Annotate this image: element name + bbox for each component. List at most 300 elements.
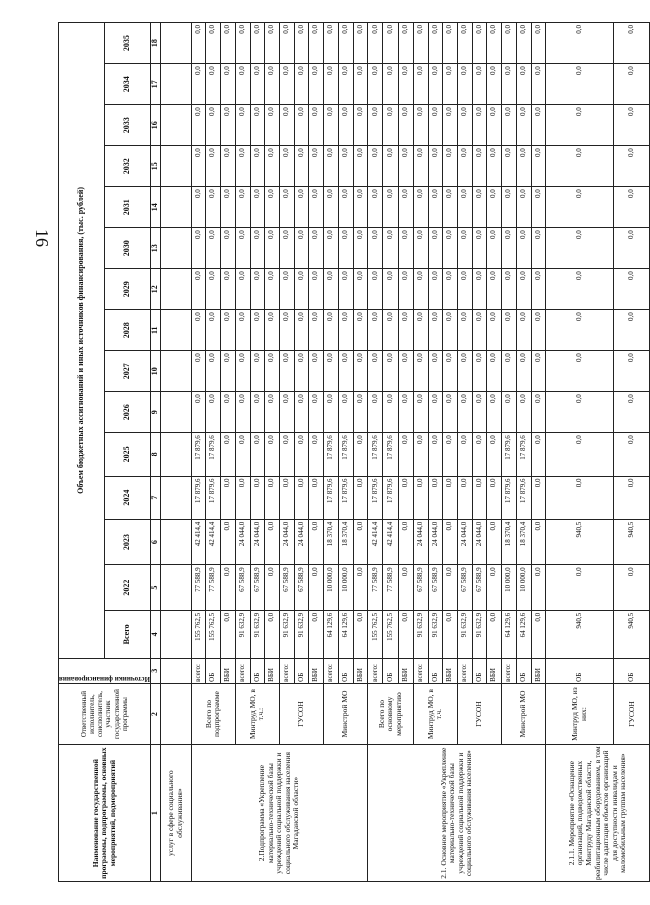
header-name: Наименование государственной программы, подпрограммы, основных мероприятий, подмероприятий xyxy=(59,745,151,882)
value-cell: 0,0 xyxy=(368,310,383,351)
value-cell: 67 588,9 xyxy=(250,565,265,611)
value-cell: 0,0 xyxy=(250,476,265,519)
value-cell: 0,0 xyxy=(546,105,614,146)
value-cell: 0,0 xyxy=(443,519,458,565)
page-number: 16 xyxy=(32,229,52,247)
value-cell: 0,0 xyxy=(472,392,487,433)
header-year: 2035 xyxy=(104,23,150,64)
header-year: 2027 xyxy=(104,351,150,392)
value-cell: 17 879,6 xyxy=(383,476,398,519)
value-cell: 0,0 xyxy=(265,433,280,476)
value-cell: 0,0 xyxy=(250,228,265,269)
value-cell: 0,0 xyxy=(457,433,472,476)
value-cell: 0,0 xyxy=(280,269,295,310)
value-cell: 0,0 xyxy=(294,351,309,392)
value-cell: 17 879,6 xyxy=(206,476,221,519)
value-cell: 0,0 xyxy=(546,187,614,228)
row-responsible xyxy=(160,683,191,745)
value-cell xyxy=(160,351,191,392)
value-cell: 0,0 xyxy=(614,476,650,519)
value-cell: 0,0 xyxy=(265,351,280,392)
value-cell: 0,0 xyxy=(191,105,206,146)
header-col-number: 15 xyxy=(150,146,160,187)
value-cell: 0,0 xyxy=(487,351,502,392)
header-col-number: 1 xyxy=(150,745,160,882)
value-cell: 155 762,5 xyxy=(383,610,398,658)
row-source: ВБИ xyxy=(487,658,502,683)
value-cell: 0,0 xyxy=(206,351,221,392)
value-cell: 0,0 xyxy=(309,610,324,658)
value-cell: 0,0 xyxy=(546,565,614,611)
value-cell: 0,0 xyxy=(516,392,531,433)
value-cell: 0,0 xyxy=(398,228,413,269)
value-cell: 155 762,5 xyxy=(191,610,206,658)
value-cell: 24 044,0 xyxy=(457,519,472,565)
value-cell: 0,0 xyxy=(235,146,250,187)
value-cell: 0,0 xyxy=(221,565,236,611)
value-cell: 940,5 xyxy=(614,519,650,565)
value-cell: 0,0 xyxy=(280,228,295,269)
value-cell: 0,0 xyxy=(265,146,280,187)
value-cell: 0,0 xyxy=(502,64,517,105)
header-row-1 xyxy=(59,23,105,882)
value-cell: 0,0 xyxy=(413,228,428,269)
value-cell: 0,0 xyxy=(413,187,428,228)
value-cell: 0,0 xyxy=(516,269,531,310)
row-source: всего: xyxy=(280,658,295,683)
value-cell: 0,0 xyxy=(428,228,443,269)
header-year: 2030 xyxy=(104,228,150,269)
value-cell: 0,0 xyxy=(368,392,383,433)
value-cell: 0,0 xyxy=(487,565,502,611)
value-cell: 77 588,9 xyxy=(383,565,398,611)
value-cell: 91 632,9 xyxy=(457,610,472,658)
row-source: ОБ xyxy=(472,658,487,683)
value-cell: 0,0 xyxy=(487,610,502,658)
value-cell: 0,0 xyxy=(338,392,353,433)
row-responsible: ГУСОН xyxy=(614,683,650,745)
value-cell: 0,0 xyxy=(265,392,280,433)
value-cell: 0,0 xyxy=(353,228,368,269)
value-cell: 91 632,9 xyxy=(413,610,428,658)
value-cell: 0,0 xyxy=(206,310,221,351)
value-cell: 0,0 xyxy=(265,610,280,658)
header-total: Всего xyxy=(104,610,150,658)
value-cell: 0,0 xyxy=(265,23,280,64)
value-cell: 0,0 xyxy=(280,476,295,519)
value-cell: 0,0 xyxy=(428,146,443,187)
header-year: 2023 xyxy=(104,519,150,565)
value-cell: 0,0 xyxy=(221,146,236,187)
value-cell: 18 370,4 xyxy=(516,519,531,565)
value-cell: 0,0 xyxy=(428,269,443,310)
value-cell: 0,0 xyxy=(353,519,368,565)
value-cell xyxy=(160,187,191,228)
value-cell: 0,0 xyxy=(457,187,472,228)
header-year: 2026 xyxy=(104,392,150,433)
value-cell: 0,0 xyxy=(413,310,428,351)
value-cell: 0,0 xyxy=(235,476,250,519)
value-cell: 10 000,0 xyxy=(338,565,353,611)
value-cell: 0,0 xyxy=(383,64,398,105)
value-cell: 0,0 xyxy=(235,351,250,392)
value-cell: 18 370,4 xyxy=(502,519,517,565)
value-cell: 0,0 xyxy=(250,64,265,105)
value-cell: 18 370,4 xyxy=(338,519,353,565)
value-cell: 0,0 xyxy=(353,269,368,310)
value-cell: 0,0 xyxy=(443,433,458,476)
value-cell: 0,0 xyxy=(413,433,428,476)
value-cell: 0,0 xyxy=(472,351,487,392)
value-cell: 0,0 xyxy=(235,433,250,476)
value-cell: 0,0 xyxy=(428,64,443,105)
value-cell: 0,0 xyxy=(428,433,443,476)
row-source: ОБ xyxy=(516,658,531,683)
value-cell: 0,0 xyxy=(309,23,324,64)
value-cell: 77 588,9 xyxy=(368,565,383,611)
value-cell: 24 044,0 xyxy=(428,519,443,565)
row-source: ВБИ xyxy=(443,658,458,683)
value-cell: 0,0 xyxy=(191,392,206,433)
value-cell: 17 879,6 xyxy=(338,433,353,476)
row-source: всего: xyxy=(324,658,339,683)
value-cell: 0,0 xyxy=(338,64,353,105)
value-cell: 0,0 xyxy=(338,269,353,310)
value-cell: 17 879,6 xyxy=(324,433,339,476)
value-cell: 0,0 xyxy=(294,187,309,228)
value-cell: 0,0 xyxy=(383,392,398,433)
header-year: 2029 xyxy=(104,269,150,310)
value-cell: 0,0 xyxy=(206,392,221,433)
header-col-number: 8 xyxy=(150,433,160,476)
value-cell: 0,0 xyxy=(324,23,339,64)
value-cell: 0,0 xyxy=(487,187,502,228)
value-cell: 0,0 xyxy=(516,64,531,105)
value-cell: 77 588,9 xyxy=(206,565,221,611)
value-cell: 0,0 xyxy=(546,146,614,187)
value-cell: 0,0 xyxy=(235,105,250,146)
row-source: ВБИ xyxy=(309,658,324,683)
value-cell: 0,0 xyxy=(280,351,295,392)
row-responsible: Минтруд МО, из них: xyxy=(546,683,614,745)
value-cell: 10 000,0 xyxy=(502,565,517,611)
value-cell: 0,0 xyxy=(531,269,546,310)
value-cell: 0,0 xyxy=(235,269,250,310)
value-cell: 0,0 xyxy=(502,187,517,228)
value-cell: 0,0 xyxy=(368,228,383,269)
value-cell: 0,0 xyxy=(398,519,413,565)
value-cell: 24 044,0 xyxy=(280,519,295,565)
value-cell: 0,0 xyxy=(398,476,413,519)
value-cell: 64 129,6 xyxy=(338,610,353,658)
value-cell: 42 414,4 xyxy=(191,519,206,565)
value-cell: 0,0 xyxy=(265,64,280,105)
value-cell: 0,0 xyxy=(206,228,221,269)
header-responsible: Ответственный исполнитель, соисполнитель, участник государственной программы xyxy=(59,683,151,745)
value-cell: 0,0 xyxy=(221,187,236,228)
row-name: 2.1. Основное мероприятие «Укрепление материально-технической базы учреждений социальной поддержки и социального обслуживания населения» xyxy=(368,745,546,882)
value-cell: 0,0 xyxy=(531,23,546,64)
row-responsible: Минтруд МО, в т.ч. xyxy=(413,683,457,745)
value-cell: 24 044,0 xyxy=(250,519,265,565)
row-responsible: Минстрой МО xyxy=(502,683,546,745)
value-cell: 0,0 xyxy=(614,146,650,187)
value-cell: 0,0 xyxy=(191,351,206,392)
row-source: всего: xyxy=(235,658,250,683)
header-year: 2034 xyxy=(104,64,150,105)
value-cell: 0,0 xyxy=(502,146,517,187)
value-cell: 0,0 xyxy=(280,433,295,476)
value-cell: 0,0 xyxy=(516,23,531,64)
value-cell: 0,0 xyxy=(383,269,398,310)
value-cell: 0,0 xyxy=(443,105,458,146)
value-cell: 0,0 xyxy=(443,476,458,519)
value-cell xyxy=(160,23,191,64)
value-cell: 0,0 xyxy=(368,64,383,105)
value-cell: 0,0 xyxy=(472,146,487,187)
value-cell: 0,0 xyxy=(413,476,428,519)
header-col-number: 17 xyxy=(150,64,160,105)
value-cell: 0,0 xyxy=(221,64,236,105)
value-cell: 0,0 xyxy=(309,64,324,105)
row-responsible: Всего по основному мероприятию xyxy=(368,683,414,745)
value-cell: 0,0 xyxy=(324,105,339,146)
value-cell: 0,0 xyxy=(221,228,236,269)
value-cell: 0,0 xyxy=(457,392,472,433)
value-cell: 0,0 xyxy=(294,105,309,146)
value-cell: 0,0 xyxy=(472,105,487,146)
value-cell: 0,0 xyxy=(531,565,546,611)
value-cell: 0,0 xyxy=(516,105,531,146)
value-cell: 0,0 xyxy=(294,23,309,64)
row-source: ВБИ xyxy=(221,658,236,683)
value-cell: 17 879,6 xyxy=(516,433,531,476)
value-cell: 0,0 xyxy=(502,105,517,146)
value-cell: 17 879,6 xyxy=(383,433,398,476)
value-cell: 0,0 xyxy=(250,105,265,146)
value-cell: 17 879,6 xyxy=(516,476,531,519)
value-cell: 0,0 xyxy=(398,105,413,146)
value-cell: 91 632,9 xyxy=(250,610,265,658)
value-cell: 0,0 xyxy=(221,519,236,565)
value-cell: 0,0 xyxy=(353,565,368,611)
value-cell: 0,0 xyxy=(614,187,650,228)
value-cell: 0,0 xyxy=(383,23,398,64)
value-cell: 0,0 xyxy=(309,351,324,392)
value-cell: 0,0 xyxy=(265,476,280,519)
value-cell: 0,0 xyxy=(516,187,531,228)
value-cell: 67 588,9 xyxy=(235,565,250,611)
rotated-table-container xyxy=(58,22,636,882)
value-cell: 0,0 xyxy=(191,228,206,269)
value-cell: 0,0 xyxy=(614,351,650,392)
value-cell: 0,0 xyxy=(338,187,353,228)
value-cell: 0,0 xyxy=(428,187,443,228)
value-cell: 0,0 xyxy=(338,351,353,392)
value-cell: 0,0 xyxy=(250,351,265,392)
value-cell: 10 000,0 xyxy=(324,565,339,611)
value-cell: 0,0 xyxy=(428,23,443,64)
value-cell: 0,0 xyxy=(443,187,458,228)
header-col-number: 13 xyxy=(150,228,160,269)
value-cell: 0,0 xyxy=(265,519,280,565)
value-cell: 0,0 xyxy=(472,433,487,476)
value-cell: 91 632,9 xyxy=(294,610,309,658)
value-cell: 0,0 xyxy=(235,392,250,433)
value-cell: 0,0 xyxy=(546,310,614,351)
value-cell: 0,0 xyxy=(398,610,413,658)
value-cell: 67 588,9 xyxy=(457,565,472,611)
value-cell: 0,0 xyxy=(280,23,295,64)
value-cell: 0,0 xyxy=(353,351,368,392)
value-cell: 0,0 xyxy=(265,565,280,611)
value-cell: 0,0 xyxy=(398,310,413,351)
value-cell: 91 632,9 xyxy=(280,610,295,658)
value-cell: 0,0 xyxy=(221,269,236,310)
value-cell: 0,0 xyxy=(487,310,502,351)
value-cell: 0,0 xyxy=(206,64,221,105)
value-cell: 0,0 xyxy=(487,105,502,146)
row-name: 2.1.1. Мероприятие «Оснащение организаций, подведомственных Минтруду Магаданской области, реабилитационным оборудованием, в том числе адаптация объектов организаций для доступности инвалидам и маломобильным группам населения» xyxy=(546,745,650,882)
row-source: ОБ xyxy=(383,658,398,683)
value-cell: 0,0 xyxy=(472,228,487,269)
value-cell: 0,0 xyxy=(383,105,398,146)
value-cell: 67 588,9 xyxy=(413,565,428,611)
value-cell: 0,0 xyxy=(250,146,265,187)
header-col-number: 5 xyxy=(150,565,160,611)
value-cell: 0,0 xyxy=(368,187,383,228)
header-year: 2025 xyxy=(104,433,150,476)
value-cell: 0,0 xyxy=(294,476,309,519)
value-cell: 0,0 xyxy=(502,269,517,310)
value-cell: 0,0 xyxy=(487,269,502,310)
value-cell: 0,0 xyxy=(502,310,517,351)
value-cell: 17 879,6 xyxy=(338,476,353,519)
value-cell: 0,0 xyxy=(472,187,487,228)
value-cell: 0,0 xyxy=(614,64,650,105)
header-col-number: 14 xyxy=(150,187,160,228)
value-cell: 67 588,9 xyxy=(294,565,309,611)
value-cell: 0,0 xyxy=(516,228,531,269)
value-cell: 0,0 xyxy=(398,64,413,105)
value-cell: 0,0 xyxy=(309,146,324,187)
value-cell: 0,0 xyxy=(338,105,353,146)
value-cell: 0,0 xyxy=(413,392,428,433)
row-source: ВБИ xyxy=(398,658,413,683)
table-row xyxy=(546,23,614,882)
value-cell: 0,0 xyxy=(353,64,368,105)
value-cell: 0,0 xyxy=(443,146,458,187)
row-source: всего: xyxy=(457,658,472,683)
value-cell: 0,0 xyxy=(265,105,280,146)
value-cell: 0,0 xyxy=(294,64,309,105)
value-cell: 0,0 xyxy=(353,310,368,351)
value-cell: 0,0 xyxy=(324,228,339,269)
value-cell: 0,0 xyxy=(398,23,413,64)
header-col-number: 6 xyxy=(150,519,160,565)
table-body xyxy=(160,23,650,882)
value-cell: 0,0 xyxy=(546,228,614,269)
value-cell: 0,0 xyxy=(280,392,295,433)
value-cell: 0,0 xyxy=(265,187,280,228)
value-cell: 0,0 xyxy=(502,228,517,269)
value-cell xyxy=(160,610,191,658)
value-cell: 0,0 xyxy=(516,146,531,187)
value-cell: 0,0 xyxy=(457,64,472,105)
value-cell: 0,0 xyxy=(531,64,546,105)
value-cell: 0,0 xyxy=(191,64,206,105)
value-cell: 0,0 xyxy=(457,146,472,187)
value-cell: 0,0 xyxy=(191,23,206,64)
value-cell: 0,0 xyxy=(338,310,353,351)
value-cell: 0,0 xyxy=(614,23,650,64)
value-cell: 0,0 xyxy=(294,433,309,476)
header-col-number: 3 xyxy=(150,658,160,683)
value-cell: 0,0 xyxy=(324,187,339,228)
value-cell xyxy=(160,269,191,310)
value-cell: 0,0 xyxy=(324,351,339,392)
value-cell xyxy=(160,310,191,351)
value-cell: 0,0 xyxy=(280,146,295,187)
header-year: 2024 xyxy=(104,476,150,519)
value-cell: 0,0 xyxy=(250,310,265,351)
value-cell xyxy=(160,565,191,611)
value-cell: 0,0 xyxy=(221,105,236,146)
value-cell: 0,0 xyxy=(413,351,428,392)
value-cell: 0,0 xyxy=(353,23,368,64)
value-cell: 64 129,6 xyxy=(502,610,517,658)
row-source: ОБ xyxy=(546,658,614,683)
row-responsible: Минтруд МО, в т.ч.: xyxy=(235,683,279,745)
value-cell: 0,0 xyxy=(614,228,650,269)
value-cell: 0,0 xyxy=(221,23,236,64)
value-cell: 0,0 xyxy=(338,146,353,187)
value-cell: 0,0 xyxy=(546,392,614,433)
value-cell: 42 414,4 xyxy=(383,519,398,565)
value-cell: 0,0 xyxy=(206,23,221,64)
value-cell: 0,0 xyxy=(206,105,221,146)
value-cell: 0,0 xyxy=(294,310,309,351)
value-cell: 0,0 xyxy=(531,228,546,269)
row-source xyxy=(160,658,191,683)
row-name: 2.Подпрограмма «Укрепление материально-технической базы учреждений социальной поддержки и социального обслуживания населения Магаданской области» xyxy=(191,745,368,882)
value-cell: 0,0 xyxy=(614,269,650,310)
value-cell: 0,0 xyxy=(546,269,614,310)
value-cell: 0,0 xyxy=(502,23,517,64)
value-cell: 0,0 xyxy=(338,23,353,64)
value-cell: 0,0 xyxy=(353,433,368,476)
value-cell: 17 879,6 xyxy=(324,476,339,519)
value-cell: 0,0 xyxy=(614,310,650,351)
value-cell: 0,0 xyxy=(531,519,546,565)
value-cell: 0,0 xyxy=(368,23,383,64)
row-source: ОБ xyxy=(206,658,221,683)
row-responsible: ГУСОН xyxy=(280,683,324,745)
table-row xyxy=(160,23,191,882)
value-cell: 0,0 xyxy=(250,392,265,433)
header-col-number: 9 xyxy=(150,392,160,433)
value-cell: 0,0 xyxy=(413,146,428,187)
value-cell: 0,0 xyxy=(531,433,546,476)
value-cell: 0,0 xyxy=(398,187,413,228)
value-cell: 0,0 xyxy=(309,228,324,269)
header-col-number: 12 xyxy=(150,269,160,310)
value-cell: 42 414,4 xyxy=(206,519,221,565)
value-cell: 0,0 xyxy=(235,64,250,105)
value-cell: 0,0 xyxy=(191,187,206,228)
value-cell: 0,0 xyxy=(206,187,221,228)
value-cell: 0,0 xyxy=(294,392,309,433)
